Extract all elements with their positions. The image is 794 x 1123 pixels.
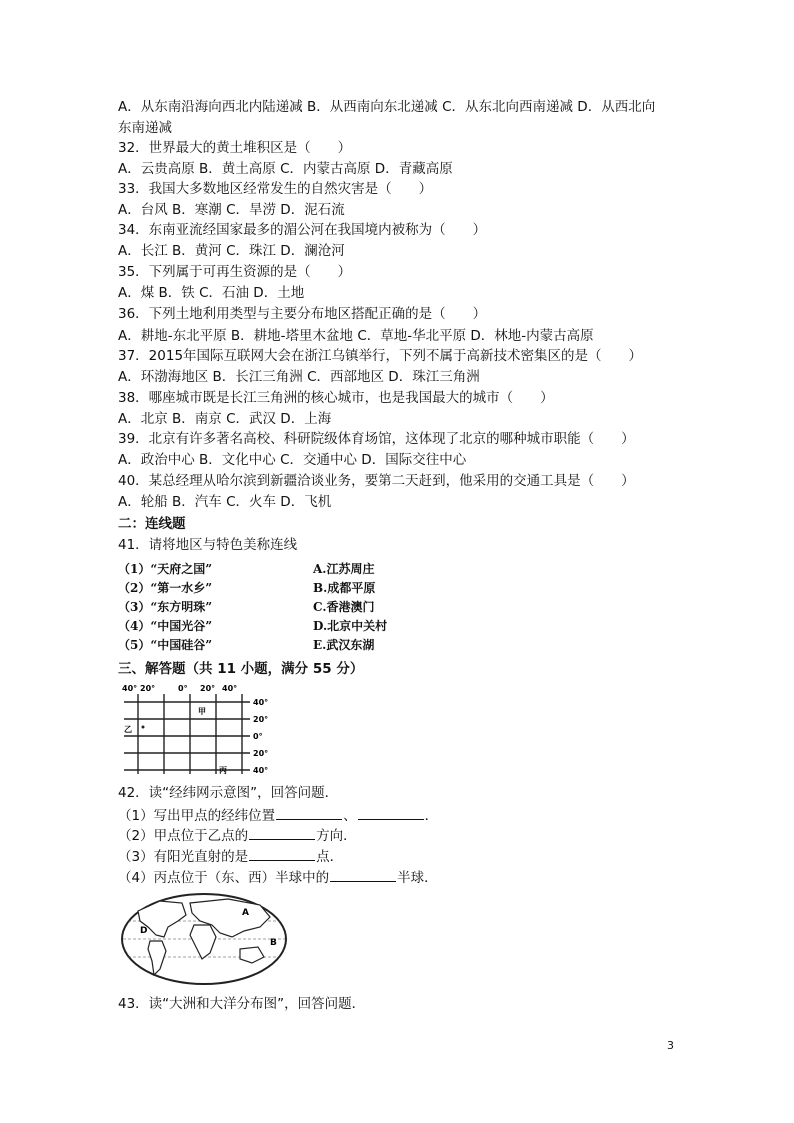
q42-sub4 (118, 867, 438, 888)
q32-options: A．云贵高原 B．黄土高原 C．内蒙古高原 D．青藏高原 (118, 161, 453, 177)
lat-label-5: 40° (253, 766, 269, 775)
q35-stem: 35．下列属于可再生资源的是（ ） (118, 264, 352, 280)
q42-sub1-end: ． (424, 808, 439, 824)
q36-options: A．耕地-东北平原 B．耕地-塔里木盆地 C．草地-华北平原 D．林地-内蒙古高原 (118, 328, 594, 344)
q33-stem: 33．我国大多数地区经常发生的自然灾害是（ ） (118, 181, 433, 197)
lon-label-5: 40° (222, 684, 238, 693)
q40-stem: 40．某总经理从哈尔滨到新疆洽谈业务，要第二天赶到，他采用的交通工具是（ ） (118, 473, 635, 489)
q42-sub1-sep: 、 (343, 808, 357, 824)
q33-options: A．台风 B．寒潮 C．旱涝 D．泥石流 (118, 202, 345, 218)
answer-blank[interactable] (276, 805, 342, 820)
point-bing: 丙 (219, 766, 227, 775)
answer-blank[interactable] (330, 867, 396, 882)
map-label-d: D (140, 926, 148, 936)
world-continents-map (120, 891, 288, 987)
q35-options: A．煤 B．铁 C．石油 D．土地 (118, 285, 305, 301)
match-right-d: D.北京中关村 (313, 619, 388, 633)
q37-options: A．环渤海地区 B．长江三角洲 C．西部地区 D．珠江三角洲 (118, 369, 480, 385)
q43-stem: 43．读“大洲和大洋分布图”，回答问题． (118, 996, 366, 1012)
q42-sub4-text: （4）丙点位于（东、西）半球中的 (118, 870, 330, 886)
match-left-4: （4）“中国光谷” (118, 619, 213, 633)
point-yi: 乙 (124, 725, 132, 734)
match-right-a: A.江苏周庄 (313, 562, 375, 576)
q42-sub2 (118, 825, 357, 846)
lat-label-1: 40° (253, 698, 269, 707)
q42-sub3-text: （3）有阳光直射的是 (118, 849, 249, 865)
latlon-grid-figure (118, 682, 278, 778)
match-left-2: （2）“第一水乡” (118, 581, 213, 595)
map-label-a: A (242, 908, 249, 918)
q42-sub4-end: 半球． (397, 870, 438, 886)
answer-blank[interactable] (358, 805, 424, 820)
q34-stem: 34．东南亚流经国家最多的湄公河在我国境内被称为（ ） (118, 222, 487, 238)
section2-title: 二：连线题 (118, 516, 186, 532)
lat-label-2: 20° (253, 715, 269, 724)
match-left-5: （5）“中国硅谷” (118, 638, 213, 652)
q42-sub3-end: 点． (316, 849, 344, 865)
q38-stem: 38．哪座城市既是长江三角洲的核心城市，也是我国最大的城市（ ） (118, 390, 554, 406)
section3-title: 三、解答题（共 11 小题，满分 55 分） (118, 661, 364, 677)
q42-sub3 (118, 846, 343, 867)
lon-label-3: 0° (178, 684, 188, 693)
lon-label-4: 20° (200, 684, 216, 693)
q42-sub1-text: （1）写出甲点的经纬位置 (118, 808, 276, 824)
match-right-e: E.武汉东湖 (313, 638, 375, 652)
point-jia: 甲 (198, 707, 206, 716)
match-right-b: B.成都平原 (313, 581, 376, 595)
q32-stem: 32．世界最大的黄土堆积区是（ ） (118, 140, 352, 156)
q42-sub2-end: 方向． (316, 828, 357, 844)
q42-stem: 42．读“经纬网示意图”，回答问题． (118, 785, 339, 801)
q34-options: A．长江 B．黄河 C．珠江 D．澜沧河 (118, 243, 345, 259)
q36-stem: 36．下列土地利用类型与主要分布地区搭配正确的是（ ） (118, 306, 487, 322)
q31-options-line2: 东南递减 (118, 120, 172, 136)
match-right-c: C.香港澳门 (313, 600, 375, 614)
q40-options: A．轮船 B．汽车 C．火车 D．飞机 (118, 494, 332, 510)
q31-options-line1: A．从东南沿海向西北内陆递减 B．从西南向东北递减 C．从东北向西南递减 D．从西北向 (118, 99, 656, 115)
q41-stem: 41．请将地区与特色美称连线 (118, 537, 298, 553)
page-number: 3 (667, 1039, 674, 1052)
q37-stem: 37．2015年国际互联网大会在浙江乌镇举行，下列不属于高新技术密集区的是（ ） (118, 348, 643, 364)
q39-options: A．政治中心 B．文化中心 C．交通中心 D．国际交往中心 (118, 452, 467, 468)
q42-sub1 (118, 805, 438, 826)
q39-stem: 39．北京有许多著名高校、科研院级体育场馆，这体现了北京的哪种城市职能（ ） (118, 431, 635, 447)
match-left-3: （3）“东方明珠” (118, 600, 213, 614)
answer-blank[interactable] (249, 825, 315, 840)
lat-label-4: 20° (253, 749, 269, 758)
map-label-b: B (270, 938, 277, 948)
q38-options: A．北京 B．南京 C．武汉 D．上海 (118, 411, 332, 427)
match-left-1: （1）“天府之国” (118, 562, 213, 576)
lon-label-2: 20° (140, 684, 156, 693)
lon-label-1: 40° (122, 684, 138, 693)
answer-blank[interactable] (249, 846, 315, 861)
lat-label-3: 0° (253, 732, 263, 741)
q42-sub2-text: （2）甲点位于乙点的 (118, 828, 249, 844)
